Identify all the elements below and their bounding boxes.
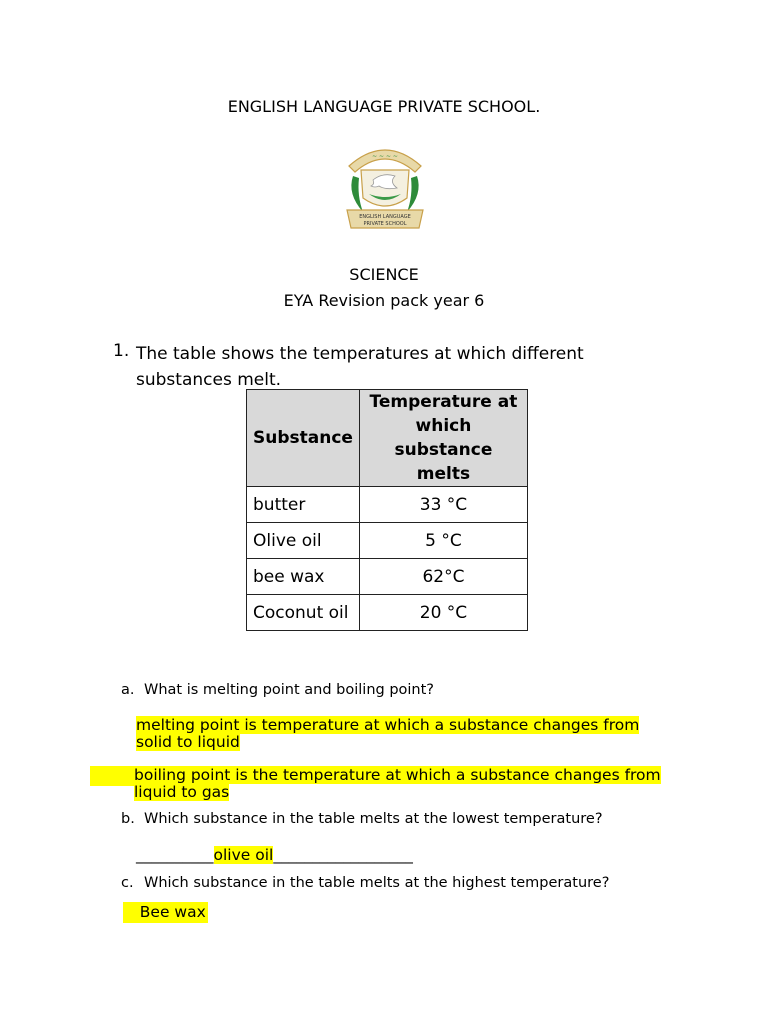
melting-point-table (246, 389, 528, 631)
part-a-letter: a. (121, 682, 135, 698)
table-cell-substance: butter (247, 487, 360, 523)
part-b-question: Which substance in the table melts at the lowest temperature? (144, 811, 603, 827)
table-header-row (247, 390, 528, 487)
table-header-temperature: Temperature at which substance melts (359, 390, 527, 487)
part-c-question: Which substance in the table melts at the highest temperature? (144, 875, 610, 891)
answer-b-blank-after: __________________ (273, 846, 413, 864)
table-cell-temperature: 62°C (359, 559, 527, 595)
part-c-letter: c. (121, 875, 134, 891)
part-b-letter: b. (121, 811, 135, 827)
table-cell-temperature: 20 °C (359, 595, 527, 631)
table-row (247, 559, 528, 595)
answer-b-blank-before: __________ (136, 846, 214, 864)
part-a-question: What is melting point and boiling point? (144, 682, 435, 698)
table-header-substance: Substance (247, 390, 360, 487)
table-cell-substance: Olive oil (247, 523, 360, 559)
svg-text:ENGLISH LANGUAGE: ENGLISH LANGUAGE (359, 214, 411, 220)
answer-boiling-point (134, 767, 684, 801)
answer-b-text: olive oil (213, 846, 274, 864)
answer-boiling-text: boiling point is the temperature at which a substance changes from liquid to gas (134, 766, 661, 801)
question-1-text: The table shows the temperatures at which different substances melt. (136, 344, 584, 390)
svg-text:PRIVATE SCHOOL: PRIVATE SCHOOL (363, 221, 407, 227)
answer-c-value: Bee wax (139, 903, 206, 921)
answer-melting-text: melting point is temperature at which a substance changes from solid to liquid (136, 716, 640, 751)
table-row (247, 595, 528, 631)
school-logo (339, 136, 431, 234)
table-row (247, 487, 528, 523)
pack-title: EYA Revision pack year 6 (283, 291, 485, 310)
table-cell-temperature: 5 °C (359, 523, 527, 559)
subject-title: SCIENCE (349, 265, 419, 284)
answer-melting-point (136, 717, 676, 751)
question-1-number: 1. (113, 341, 130, 361)
answer-c-text (123, 902, 208, 923)
table-cell-substance: bee wax (247, 559, 360, 595)
answer-b-line (136, 846, 413, 864)
table-row (247, 523, 528, 559)
highlight-marker (90, 766, 134, 786)
table-cell-substance: Coconut oil (247, 595, 360, 631)
school-name: ENGLISH LANGUAGE PRIVATE SCHOOL. (227, 97, 541, 116)
svg-text:~ ~ ~ ~: ~ ~ ~ ~ (372, 153, 398, 160)
table-cell-temperature: 33 °C (359, 487, 527, 523)
